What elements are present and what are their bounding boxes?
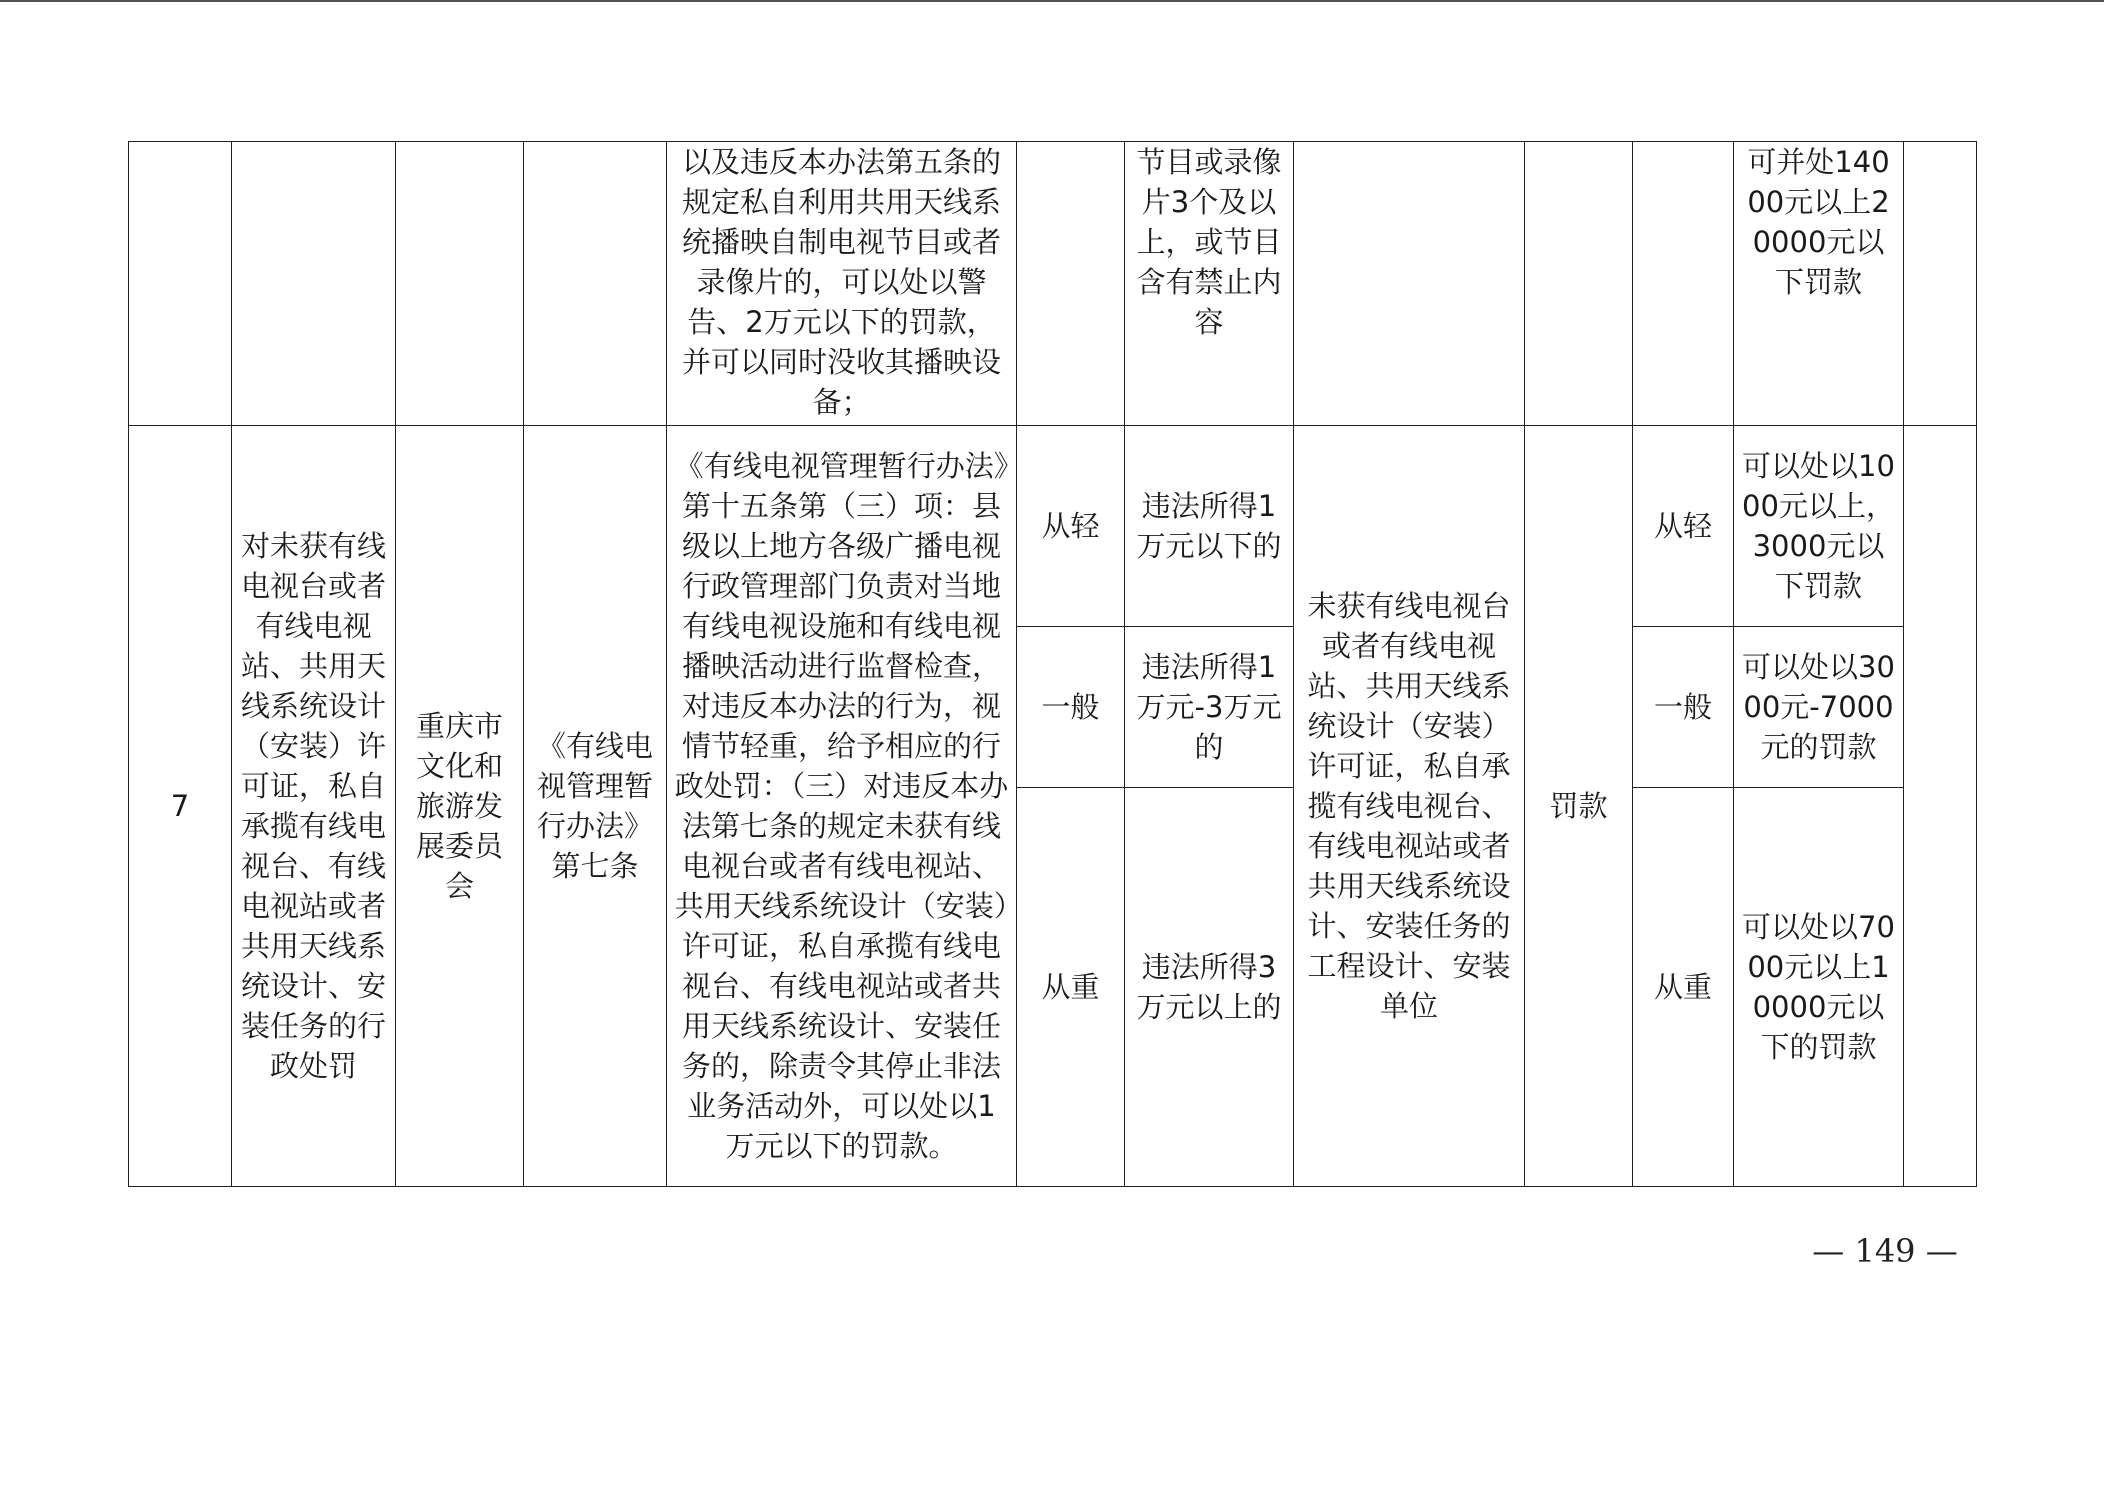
penalty-type-text: 罚款 (1549, 789, 1608, 823)
cell-grade2-heavy (1633, 788, 1734, 1187)
row-number: 7 (170, 789, 190, 823)
table-row-continuation (129, 142, 1977, 426)
standard-light: 可以处以1000元以上，3000元以下罚款 (1742, 449, 1895, 603)
cell-penalty-type-empty (1525, 142, 1633, 426)
cell-penalty-type (1525, 426, 1633, 1187)
grade-light: 从轻 (1041, 509, 1100, 543)
cell-standard-heavy (1734, 788, 1904, 1187)
grade2-normal: 一般 (1653, 690, 1712, 724)
cell-row-number (129, 426, 232, 1187)
top-border-line (0, 0, 2104, 2)
cell-grade2-empty (1633, 142, 1734, 426)
grade-normal: 一般 (1041, 690, 1100, 724)
cell-condition-heavy (1125, 788, 1294, 1187)
cell-grade2-light (1633, 426, 1734, 627)
cell-basis-text (667, 142, 1017, 426)
subject-text: 未获有线电视台或者有线电视站、共用天线系统设计（安装）许可证，私自承揽有线电视台、有线电视站或者共用天线系统设计、安装任务的工程设计、安装单位 (1307, 589, 1511, 1023)
severe-standard-text: 可并处14000元以上20000元以下罚款 (1747, 145, 1890, 299)
cell-item-empty (232, 142, 396, 426)
table-row-7-light (129, 426, 1977, 627)
cell-subject-empty (1294, 142, 1525, 426)
cell-standard-light (1734, 426, 1904, 627)
penalty-standard-table (128, 141, 1977, 1187)
page-number: — 149 — (1812, 1232, 1958, 1270)
severe-condition-text: 节目或录像片3个及以上，或节目含有禁止内容 (1136, 145, 1282, 339)
cell-authority-empty (396, 142, 524, 426)
item-text: 对未获有线电视台或者有线电视站、共用天线系统设计（安装）许可证，私自承揽有线电视台、有线电视站或者共用天线系统设计、安装任务的行政处罚 (240, 529, 386, 1083)
cell-severe-standard (1734, 142, 1904, 426)
cell-condition-light (1125, 426, 1294, 627)
standard-normal: 可以处以3000元-7000元的罚款 (1742, 650, 1895, 764)
cell-grade-heavy (1017, 788, 1125, 1187)
basis-name-text: 《有线电视管理暂行办法》第七条 (536, 729, 653, 883)
standard-heavy: 可以处以7000元以上10000元以下的罚款 (1742, 910, 1895, 1064)
cell-item (232, 426, 396, 1187)
cell-grade-empty (1017, 142, 1125, 426)
cell-no-empty (129, 142, 232, 426)
cell-remark-empty (1904, 426, 1977, 1187)
cell-basis-name-empty (524, 142, 667, 426)
cell-condition-normal (1125, 627, 1294, 788)
authority-text: 重庆市文化和旅游发展委员会 (415, 709, 503, 903)
cell-authority (396, 426, 524, 1187)
condition-light: 违法所得1万元以下的 (1136, 489, 1282, 563)
cell-grade2-normal (1633, 627, 1734, 788)
cell-grade-light (1017, 426, 1125, 627)
basis-text: 《有线电视管理暂行办法》第十五条第（三）项：县级以上地方各级广播电视行政管理部门负责对当地有线电视设施和有线电视播映活动进行监督检查，对违反本办法的行为，视情节轻重，给予相应的行政处罚：（三）对违反本办法第七条的规定未获有线电视台或者有线电视站、共用天线系统设计（安装）许可证，私自承揽有线电视台、有线电视站或者共用天线系统设计、安装任务的，除责令其停止非法业务活动外，可以处以1万元以下的罚款。 (674, 449, 1009, 1163)
grade-heavy: 从重 (1041, 970, 1100, 1004)
cell-severe-condition (1125, 142, 1294, 426)
basis-text: 以及违反本办法第五条的规定私自利用共用天线系统播映自制电视节目或者录像片的，可以处以警告、2万元以下的罚款，并可以同时没收其播映设备； (681, 145, 1001, 419)
cell-basis (667, 426, 1017, 1187)
cell-subject (1294, 426, 1525, 1187)
cell-standard-normal (1734, 627, 1904, 788)
cell-basis-name (524, 426, 667, 1187)
cell-grade-normal (1017, 627, 1125, 788)
condition-normal: 违法所得1万元-3万元的 (1136, 650, 1282, 764)
grade2-heavy: 从重 (1653, 970, 1712, 1004)
condition-heavy: 违法所得3万元以上的 (1136, 950, 1282, 1024)
cell-remark-empty (1904, 142, 1977, 426)
grade2-light: 从轻 (1653, 509, 1712, 543)
